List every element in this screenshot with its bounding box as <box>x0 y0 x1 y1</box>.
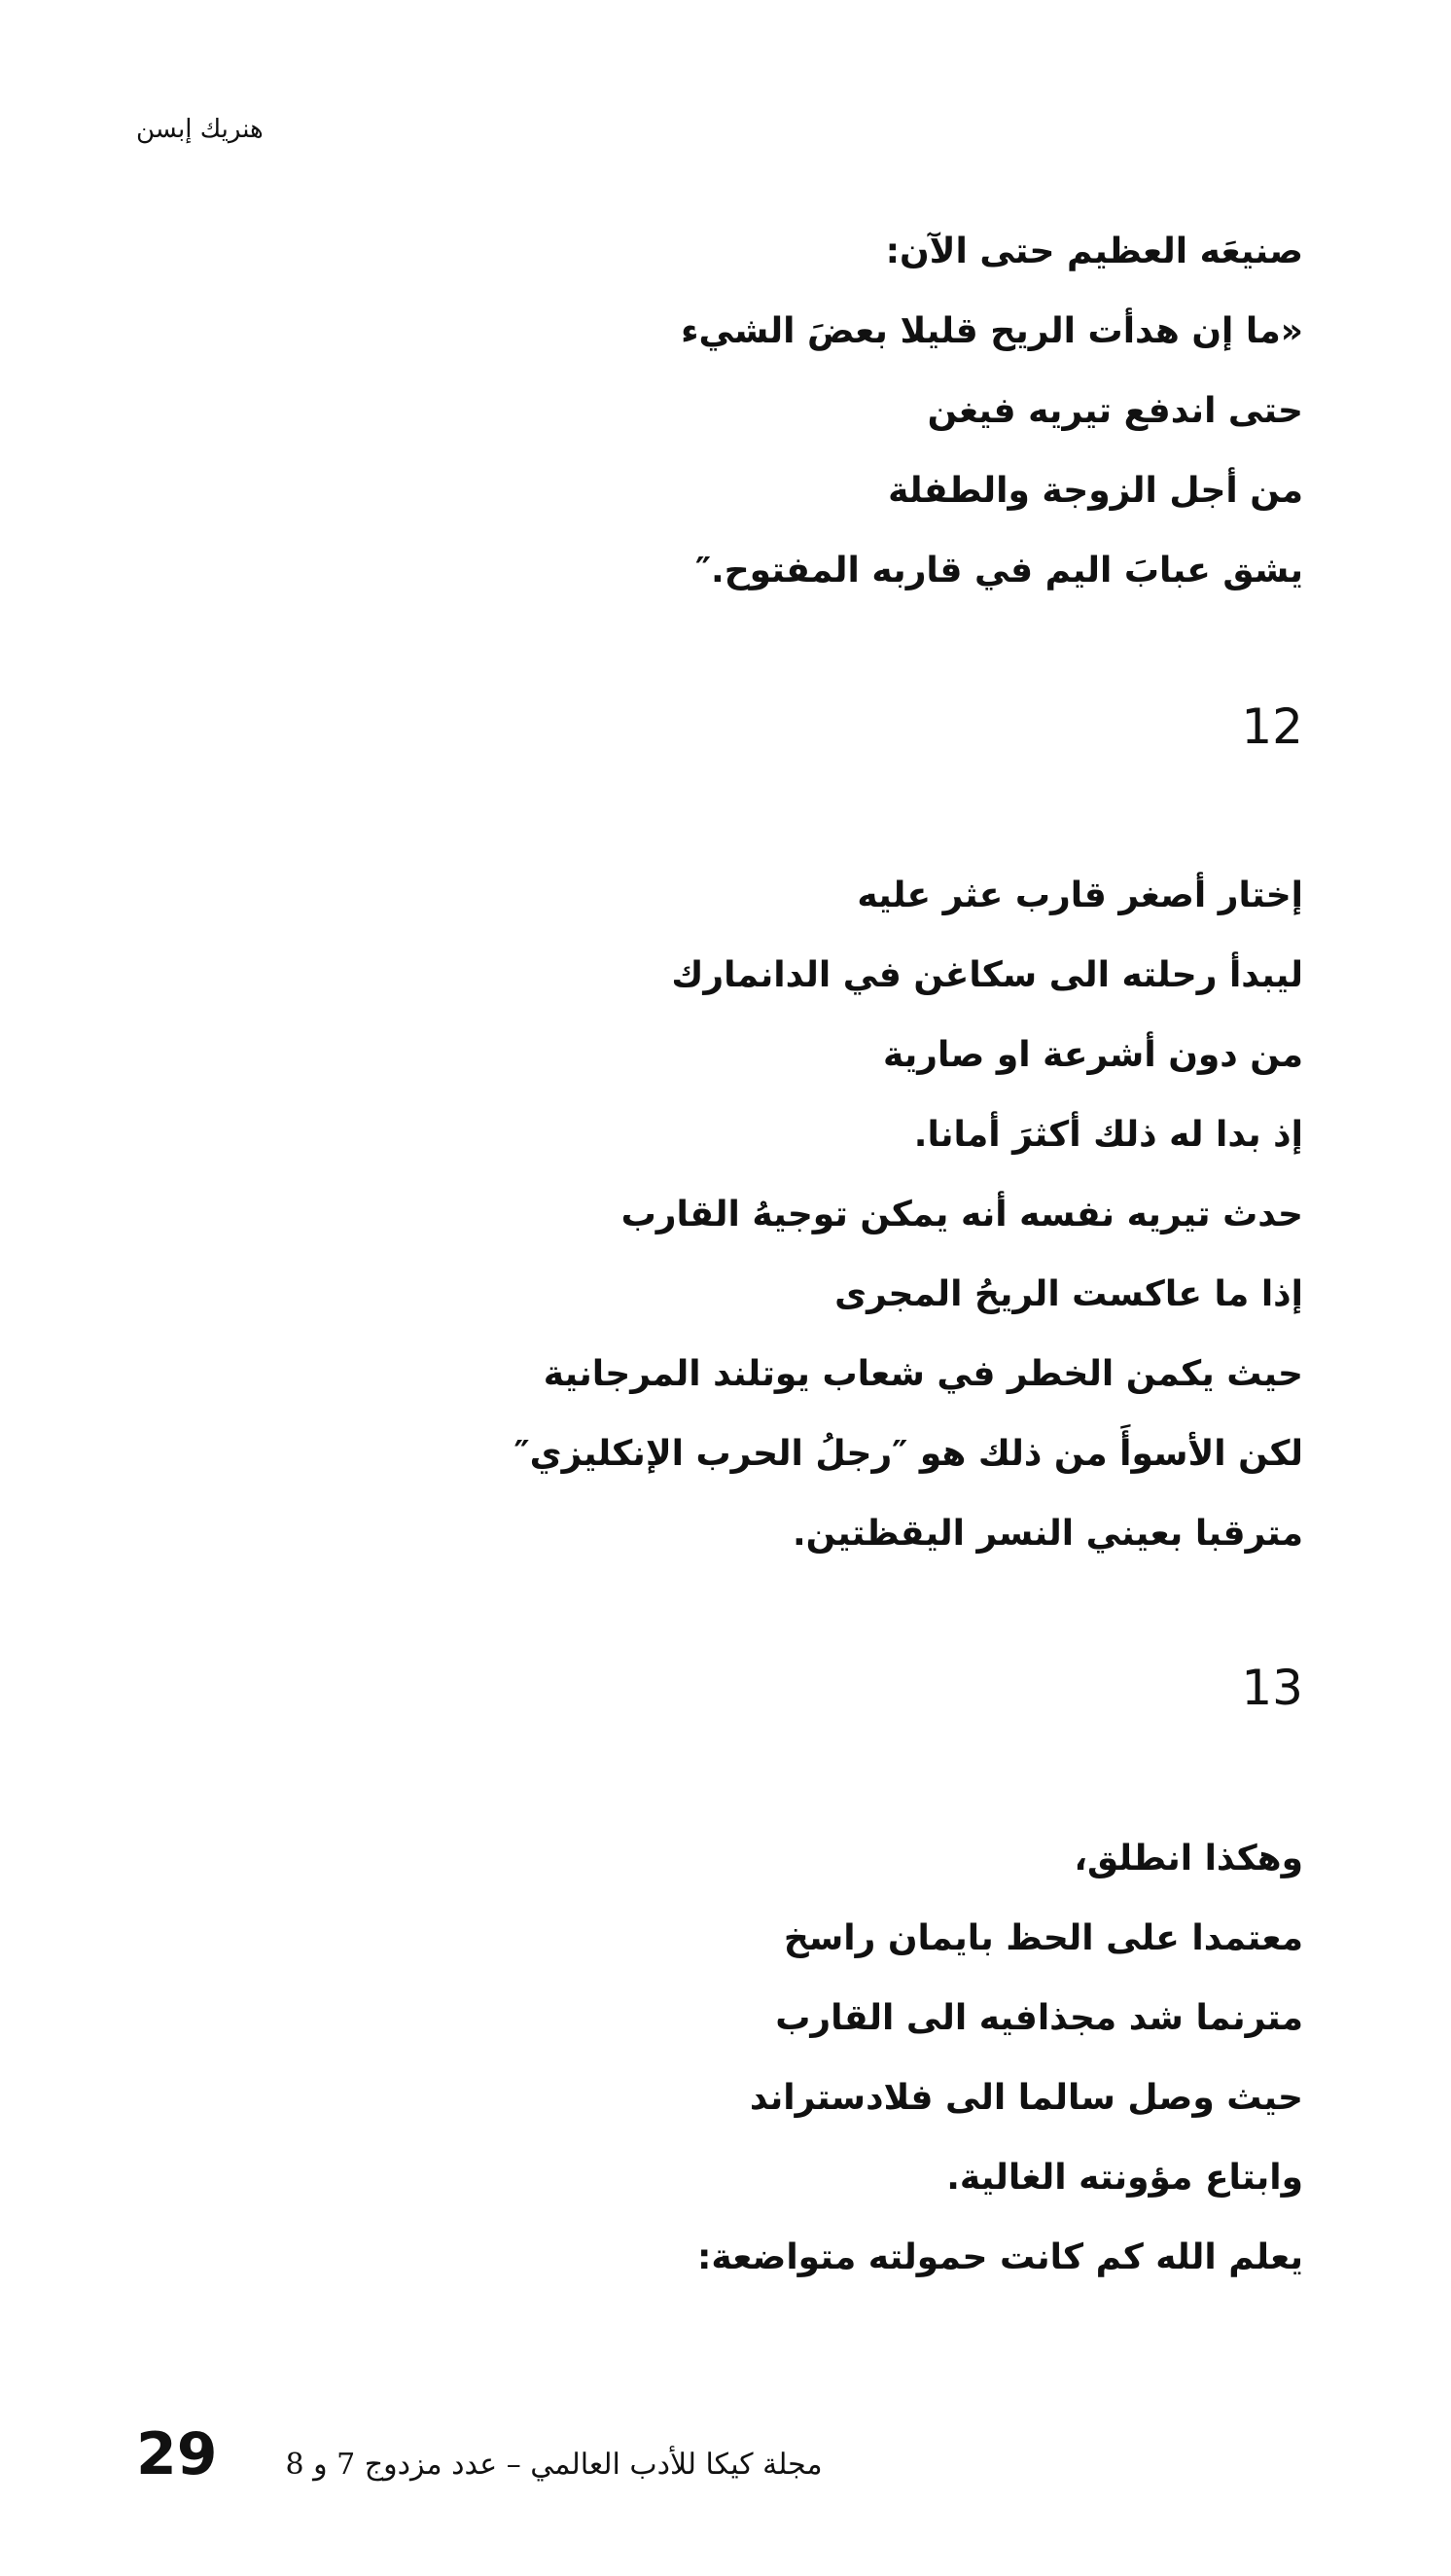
section-number-12: 12 <box>1241 698 1303 755</box>
poem-line: إختار أصغر قارب عثر عليه <box>857 876 1303 915</box>
stanza-13 <box>697 1819 1303 2298</box>
page-footer <box>136 2420 823 2488</box>
poem-line: من أجل الزوجة والطفلة <box>888 471 1303 511</box>
page-number: 29 <box>136 2420 218 2488</box>
poem-line: وابتاع مؤونته الغالية. <box>946 2158 1303 2198</box>
poem-line: يشق عبابَ اليم في قاربه المفتوح.″ <box>694 551 1303 590</box>
poem-line: مترنما شد مجذافيه الى القارب <box>775 1998 1303 2038</box>
poem-line: صنيعَه العظيم حتى الآن: <box>885 232 1303 271</box>
poem-line: حدث تيريه نفسه أنه يمكن توجيهُ القارب <box>620 1195 1303 1234</box>
stanza-12 <box>514 856 1304 1574</box>
section-number-13: 13 <box>1241 1660 1303 1716</box>
poem-line: ليبدأ رحلته الى سكاغن في الدانمارك <box>671 955 1303 995</box>
poem-line: حتى اندفع تيريه فيغن <box>927 391 1303 431</box>
poem-line: لكن الأسوأَ من ذلك هو ″رجلُ الحرب الإنكليزي″ <box>513 1434 1303 1474</box>
poem-line: حيث وصل سالما الى فلادستراند <box>749 2078 1303 2118</box>
poem-line: مترقبا بعيني النسر اليقظتين. <box>793 1514 1303 1554</box>
running-header-author: هنريك إبسن <box>136 115 264 144</box>
poem-line: من دون أشرعة او صارية <box>882 1035 1303 1075</box>
poem-line: «ما إن هدأت الريح قليلا بعضَ الشيء <box>681 311 1303 351</box>
poem-line: معتمدا على الحظ بايمان راسخ <box>783 1918 1303 1958</box>
poem-line: يعلم الله كم كانت حمولته متواضعة: <box>697 2237 1303 2277</box>
poem-line: حيث يكمن الخطر في شعاب يوتلند المرجانية <box>543 1354 1303 1394</box>
journal-credit: مجلة كيكا للأدب العالمي – عدد مزدوج 7 و 8 <box>285 2448 823 2482</box>
poem-line: إذ بدا له ذلك أكثرَ أمانا. <box>913 1115 1303 1155</box>
poem-line: وهكذا انطلق، <box>1074 1839 1303 1878</box>
stanza-continuation <box>681 212 1303 611</box>
poem-line: إذا ما عاكست الريحُ المجرى <box>834 1274 1303 1314</box>
